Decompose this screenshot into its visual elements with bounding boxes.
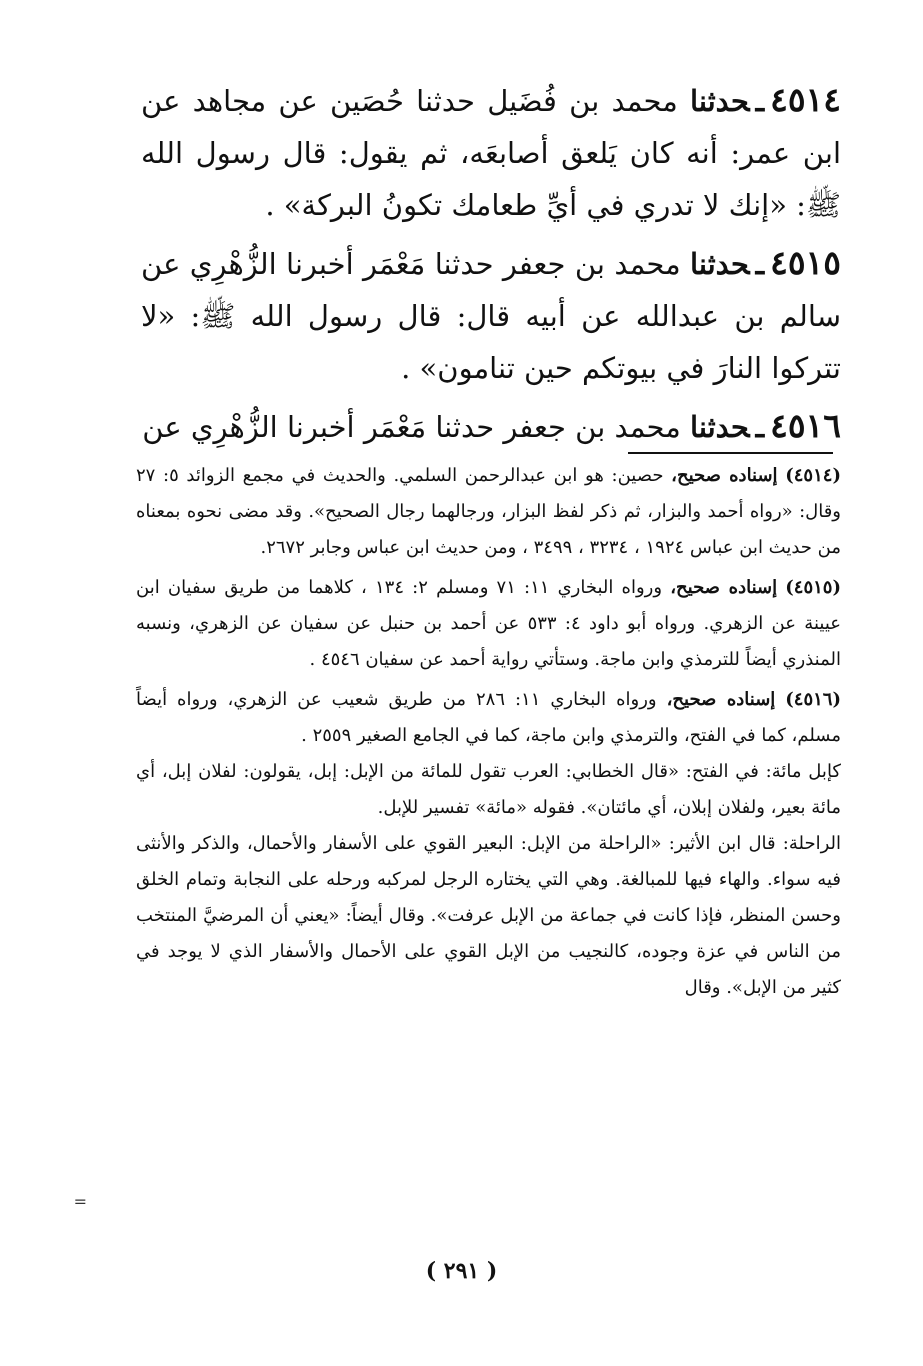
hadith-number: ٤٥١٤ bbox=[770, 80, 842, 119]
hadith-number: ٤٥١٦ bbox=[770, 406, 841, 445]
footnote-grading: إسناده صحيح، bbox=[670, 577, 778, 598]
footnote-4516 bbox=[136, 682, 841, 1006]
footnotes-section bbox=[136, 458, 841, 1010]
hadith-4514: ٤٥١٤ـحدثنا محمد بن فُضَيل حدثنا حُصَين عن مجاهد عن ابن عمر: أنه كان يَلعق أصابعَه، ثم يقول: قال رسول الله ﷺ: «إنك لا تدري في أيِّ طعامك تكونُ البركة» . bbox=[141, 80, 842, 222]
footnote-number: (٤٥١٤) bbox=[785, 465, 841, 486]
hadith-lead-word: حدثنا bbox=[689, 247, 750, 281]
hadith-4516: ٤٥١٦ـحدثنا محمد بن جعفر حدثنا مَعْمَر أخبرنا الزُّهْرِي عن bbox=[142, 406, 841, 445]
footnote-paragraph: الراحلة: قال ابن الأثير: «الراحلة من الإبل: البعير القوي على الأسفار والأحمال، والذكر والأنثى فيه سواء. والهاء فيها للمبالغة. وهي التي يختاره الرجل لمركبه ورحله على النجابة وتمام الخلق وحسن المنظر، فإذا كانت في جماعة من الإبل عرفت». وقال أيضاً: «يعني أن المرضيَّ المنتخب من الناس في عزة وجوده، كالنجيب من الإبل القوي على الأحمال والأسفار الذي لا يوجد في كثير من الإبل». وقال bbox=[136, 833, 841, 998]
continuation-mark: = bbox=[73, 1192, 87, 1211]
footnote-grading: إسناده صحيح، bbox=[671, 465, 778, 486]
footnote-body: حصين: هو ابن عبدالرحمن السلمي. والحديث في مجمع الزوائد ٥: ٢٧ وقال: «رواه أحمد والبزار، ثم ذكر لفظ البزار، ورجالهما رجال الصحيح». وقد مضى نحوه بمعناه من حديث ابن عباس ١٩٢٤ ، ٣٢٣٤ ، ٣٤٩٩ ، ومن حديث ابن عباس وجابر ٢٦٧٢. bbox=[136, 465, 841, 558]
footnote-grading: إسناده صحيح، bbox=[666, 689, 776, 710]
hadith-lead-word: حدثنا bbox=[690, 84, 750, 118]
hadith-lead-word: حدثنا bbox=[689, 410, 750, 444]
hadith-number: ٤٥١٥ bbox=[770, 243, 841, 282]
footnote-4514 bbox=[136, 458, 841, 566]
footnote-number: (٤٥١٦) bbox=[785, 689, 841, 710]
footnote-body: ورواه البخاري ١١: ٢٨٦ من طريق شعيب عن الزهري، ورواه أيضاً مسلم، كما في الفتح، والترمذي وابن ماجة، كما في الجامع الصغير ٢٥٥٩ . bbox=[136, 689, 841, 746]
hadith-text-section bbox=[141, 74, 841, 459]
footnote-body: ورواه البخاري ١١: ٧١ ومسلم ٢: ١٣٤ ، كلاهما من طريق سفيان ابن عيينة عن الزهري. ورواه أبو داود ٤: ٥٣٣ عن أحمد بن حنبل عن سفيان عن الزهري، ونسبه المنذري أيضاً للترمذي وابن ماجة. وستأتي رواية أحمد عن سفيان ٤٥٤٦ . bbox=[136, 577, 841, 670]
hadith-4515: ٤٥١٥ـحدثنا محمد بن جعفر حدثنا مَعْمَر أخبرنا الزُّهْرِي عن سالم بن عبدالله عن أبيه قال: قال رسول الله ﷺ: «لا تتركوا النارَ في بيوتكم حين تنامون» . bbox=[141, 243, 841, 385]
footnote-paragraph: كإبل مائة: في الفتح: «قال الخطابي: العرب تقول للمائة من الإبل: إبل، يقولون: لفلان إبل، أي مائة بعير، ولفلان إبلان، أي مائتان». فقوله «مائة» تفسير للإبل. bbox=[136, 761, 841, 818]
footnote-number: (٤٥١٥) bbox=[785, 577, 841, 598]
footnote-4515 bbox=[136, 570, 841, 678]
hadith-body: محمد بن فُضَيل حدثنا حُصَين عن مجاهد عن ابن عمر: أنه كان يَلعق أصابعَه، ثم يقول: قال رسول الله ﷺ: «إنك لا تدري في أيِّ طعامك تكونُ البركة» . bbox=[141, 84, 841, 222]
footnote-separator bbox=[628, 452, 833, 454]
hadith-body: محمد بن جعفر حدثنا مَعْمَر أخبرنا الزُّهْرِي عن bbox=[142, 410, 681, 444]
hadith-body: محمد بن جعفر حدثنا مَعْمَر أخبرنا الزُّهْرِي عن سالم بن عبدالله عن أبيه قال: قال رسول الله ﷺ: «لا تتركوا النارَ في بيوتكم حين تنامون» . bbox=[141, 247, 841, 385]
page-number: ( ٢٩١ ) bbox=[425, 1258, 498, 1284]
